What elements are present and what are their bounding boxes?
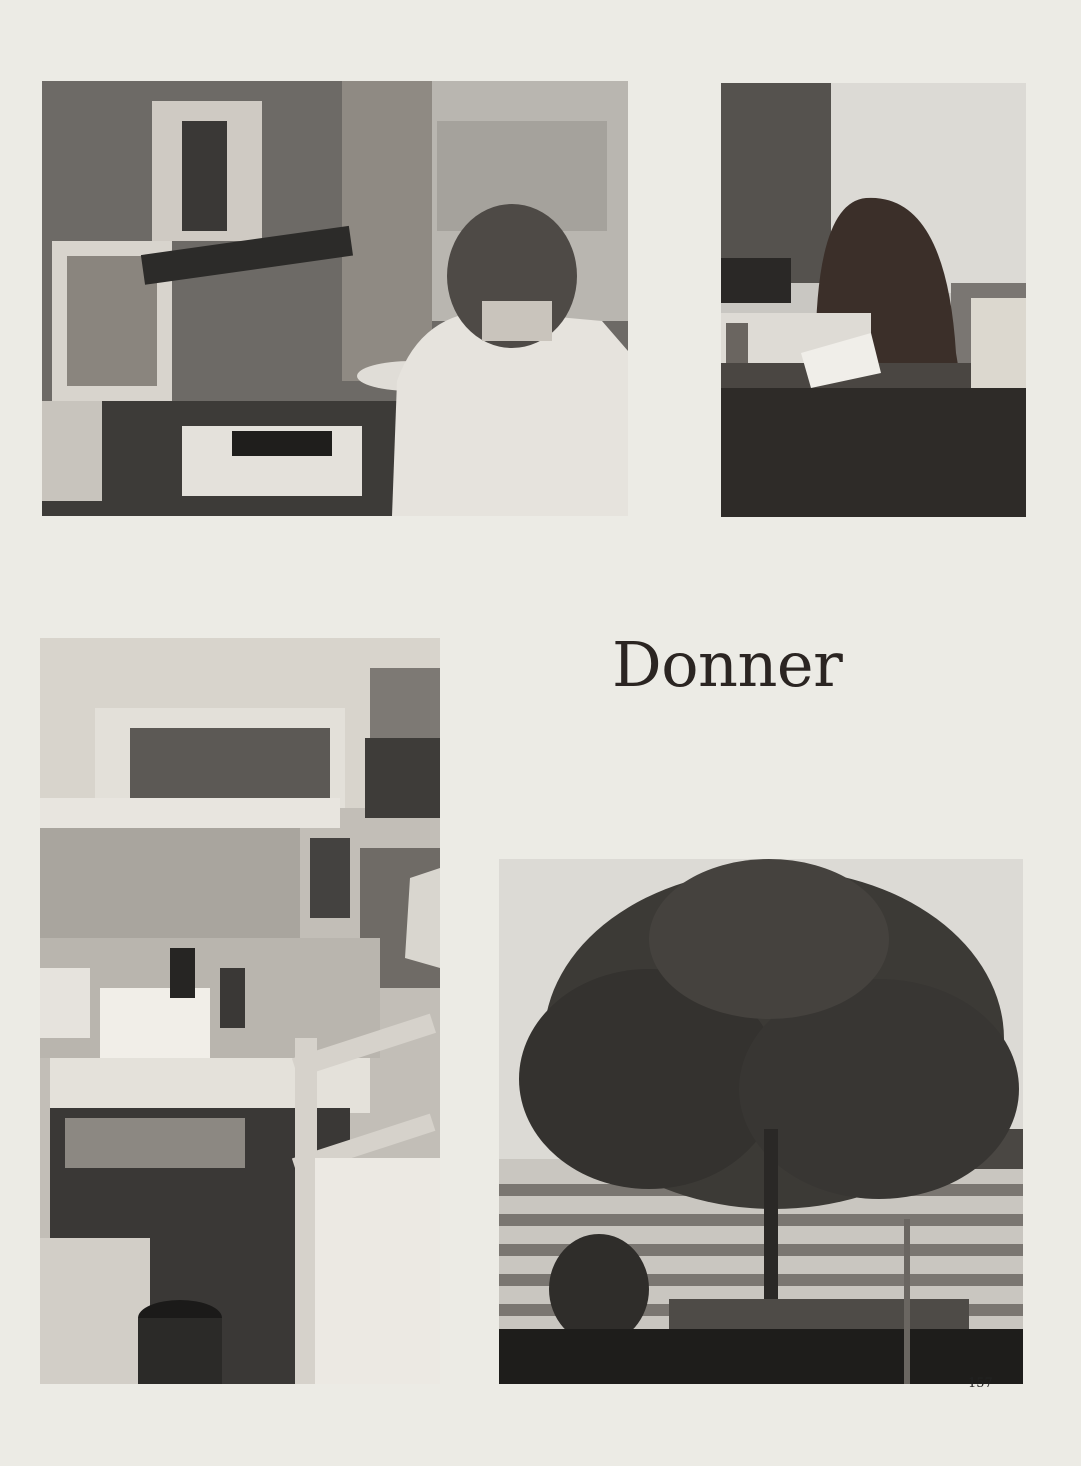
page-number: 157: [968, 1376, 993, 1391]
tree-building-photo: [499, 859, 1023, 1384]
study-desk-photo: [42, 81, 628, 516]
dorm-room-illustration: [40, 638, 440, 1384]
reading-student-photo: [721, 83, 1026, 517]
dorm-room-photo: [40, 638, 440, 1384]
reading-student-illustration: [721, 83, 1026, 517]
study-desk-illustration: [42, 81, 628, 516]
tree-building-illustration: [499, 859, 1023, 1384]
page-title: Donner: [612, 628, 843, 701]
